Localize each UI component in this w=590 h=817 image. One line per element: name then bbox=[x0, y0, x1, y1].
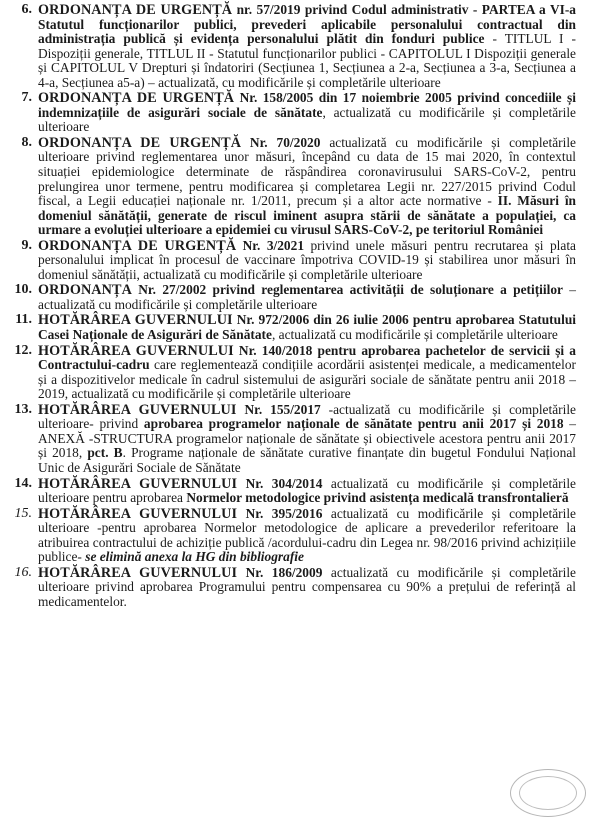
item-text bbox=[38, 344, 576, 402]
text-run: Nr. 186/2009 bbox=[237, 564, 323, 580]
list-item bbox=[4, 477, 576, 506]
item-number: 9. bbox=[21, 237, 32, 253]
list-item bbox=[4, 313, 576, 342]
list-item bbox=[4, 566, 576, 610]
stamp-mark bbox=[510, 769, 586, 817]
item-text bbox=[38, 3, 576, 90]
text-run: actualizată cu modificările și completările ulterioare -pentru aprobarea Normelor metodologice de aplicare a prevederilor referitoare la atribuirea contractului de achiziție publică /acordului-cadru din Legea nr. 98/2016 privind achizițiile publice- bbox=[38, 505, 576, 565]
item-text bbox=[38, 507, 576, 565]
item-number: 15. bbox=[14, 505, 32, 521]
text-run: II. Măsuri în domeniul sănătății, generate de riscul iminent asupra stării de sănătate a populației, ca urmare a evoluției ulterioare a epidemiei cu virusul SARS-CoV-2, pe teritoriul României bbox=[38, 193, 576, 238]
text-run: Nr. 70/2020 bbox=[241, 134, 321, 150]
text-run: Nr. 972/2006 din 26 iulie 2006 pentru aprobarea Statutului Casei Naționale de Asigurări de Sănătate bbox=[38, 312, 576, 343]
item-number: 6. bbox=[21, 2, 32, 17]
item-text bbox=[38, 91, 576, 135]
list-item bbox=[4, 3, 576, 90]
text-run: Normelor metodologice privind asistența medicală transfrontalieră bbox=[186, 490, 569, 506]
text-run: ORDONANȚA DE URGENȚĂ bbox=[38, 90, 235, 107]
item-number: 10. bbox=[14, 282, 32, 298]
text-run: ORDONANȚA DE URGENȚĂ bbox=[38, 237, 237, 254]
item-number: 8. bbox=[21, 134, 32, 150]
item-text bbox=[38, 313, 576, 342]
text-run: HOTĂRÂREA GUVERNULUI bbox=[38, 312, 233, 329]
text-run: -actualizată cu modificările și completările ulterioare- privind bbox=[38, 401, 576, 432]
item-text bbox=[38, 283, 576, 312]
text-run: ORDONANȚA DE URGENȚĂ bbox=[38, 2, 233, 18]
text-run: , actualizată cu modificările și completările ulterioare bbox=[271, 327, 558, 343]
item-number: 11. bbox=[15, 312, 32, 328]
text-run: actualizată cu modificările și completările ulterioare pentru aprobarea bbox=[38, 475, 576, 506]
item-text bbox=[38, 403, 576, 476]
list-item bbox=[4, 136, 576, 238]
item-number: 13. bbox=[14, 401, 32, 417]
text-run: actualizată cu modificările și completările ulterioare privind reglementarea unor măsuri, începând cu data de 15 mai 2020, în contextul situației epidemiologice determinate de răspândirea coronavirusului SARS-CoV-2, pentru prelungirea unor termene, pentru modificarea și completarea Legii nr. 227/2015 privind Codul fiscal, a Legii educației naționale nr. 1/2011, precum și a altor acte normative - bbox=[38, 134, 576, 209]
text-run: – ANEXĂ -STRUCTURA programelor naționale de sănătate și obiectivele acestora pentru anii 2017 și 2018, bbox=[38, 416, 576, 461]
text-run: actualizată cu modificările și completările ulterioare privind aprobarea Programului pentru compensarea cu 90% a prețului de referință al medicamentelor. bbox=[38, 564, 576, 609]
text-run: Nr. 304/2014 bbox=[237, 475, 323, 491]
text-run: HOTĂRÂREA GUVERNULUI bbox=[38, 505, 238, 522]
item-number: 16. bbox=[14, 564, 32, 580]
text-run: Nr. 3/2021 bbox=[236, 237, 305, 253]
item-number: 7. bbox=[21, 90, 32, 106]
item-text bbox=[38, 477, 576, 506]
text-run: Nr. 158/2005 din 17 noiembrie 2005 privind concediile și indemnizațiile de asigurări sociale de sănătate bbox=[38, 90, 576, 120]
item-number: 14. bbox=[14, 475, 32, 491]
text-run: nr. 57/2019 privind Codul administrativ - PARTEA a VI-a Statutul funcționarilor publici, prevederi aplicabile personalului contractual din administrația publică și evidența personalului plătit din fonduri publice bbox=[38, 2, 576, 47]
list-item bbox=[4, 403, 576, 476]
text-run: Nr. 140/2018 pentru aprobarea pachetelor de servicii și a Contractului-cadru bbox=[38, 342, 576, 373]
list-item bbox=[4, 344, 576, 402]
text-run: aprobarea programelor naționale de sănătate pentru anii 2017 și 2018 bbox=[143, 416, 564, 432]
text-run: HOTĂRÂREA GUVERNULUI bbox=[38, 564, 238, 581]
text-run: pct. B bbox=[87, 445, 123, 461]
text-run: – actualizată cu modificările și completările ulterioare bbox=[38, 282, 576, 312]
text-run: , actualizată cu modificările și completările ulterioare bbox=[38, 104, 576, 135]
text-run: HOTĂRÂREA GUVERNULUI bbox=[38, 475, 238, 492]
text-run: HOTĂRÂREA GUVERNULUI bbox=[38, 342, 234, 359]
text-run: care reglementează condițiile acordării asistenței medicale, a medicamentelor și a dispozitivelor medicale în cadrul sistemului de asigurări sociale de sănătate pentru anii 2018 – 2019, actualizată cu modificările și completările ulterioare bbox=[38, 357, 576, 402]
item-number: 12. bbox=[14, 342, 32, 358]
text-run: - TITLUL I - Dispoziții generale, TITLUL II - Statutul funcționarilor publici - CAPITOLUL I Dispoziții generale și CAPITOLUL V Drepturi și îndatoriri (Secțiunea 1, Secțiunea a 2-a, Secțiunea a 3-a, Secțiunea a 4-a, Secțiunea a5-a) – actualizată, cu modificările și completările ulterioare bbox=[38, 31, 576, 90]
item-text bbox=[38, 566, 576, 610]
text-run: privind unele măsuri pentru recrutarea și plata personalului implicat în procesul de vaccinare împotriva COVID-19 și stabilirea unor măsuri în domeniul sănătății, actualizată cu modificările și completările ulterioare bbox=[38, 237, 576, 282]
item-text bbox=[38, 136, 576, 238]
text-run: . Programe naționale de sănătate curative finanțate din bugetul Fondului Național Unic de Asigurări Sociale de Sănătate bbox=[38, 445, 576, 475]
list-item bbox=[4, 91, 576, 135]
list-item bbox=[4, 283, 576, 312]
text-run: ORDONANȚA bbox=[38, 282, 132, 299]
text-run: se elimină anexa la HG din bibliografie bbox=[85, 549, 304, 565]
text-run: Nr. 155/2017 bbox=[236, 401, 321, 417]
text-run: ORDONANȚA DE URGENȚĂ bbox=[38, 134, 242, 151]
text-run: Nr. 27/2002 privind reglementarea activității de soluționare a petițiilor bbox=[131, 282, 563, 298]
text-run: HOTĂRÂREA GUVERNULUI bbox=[38, 401, 237, 418]
list-item bbox=[4, 507, 576, 565]
list-item bbox=[4, 239, 576, 283]
text-run: Nr. 395/2016 bbox=[237, 505, 323, 521]
item-text bbox=[38, 239, 576, 283]
legislation-list bbox=[4, 3, 576, 609]
